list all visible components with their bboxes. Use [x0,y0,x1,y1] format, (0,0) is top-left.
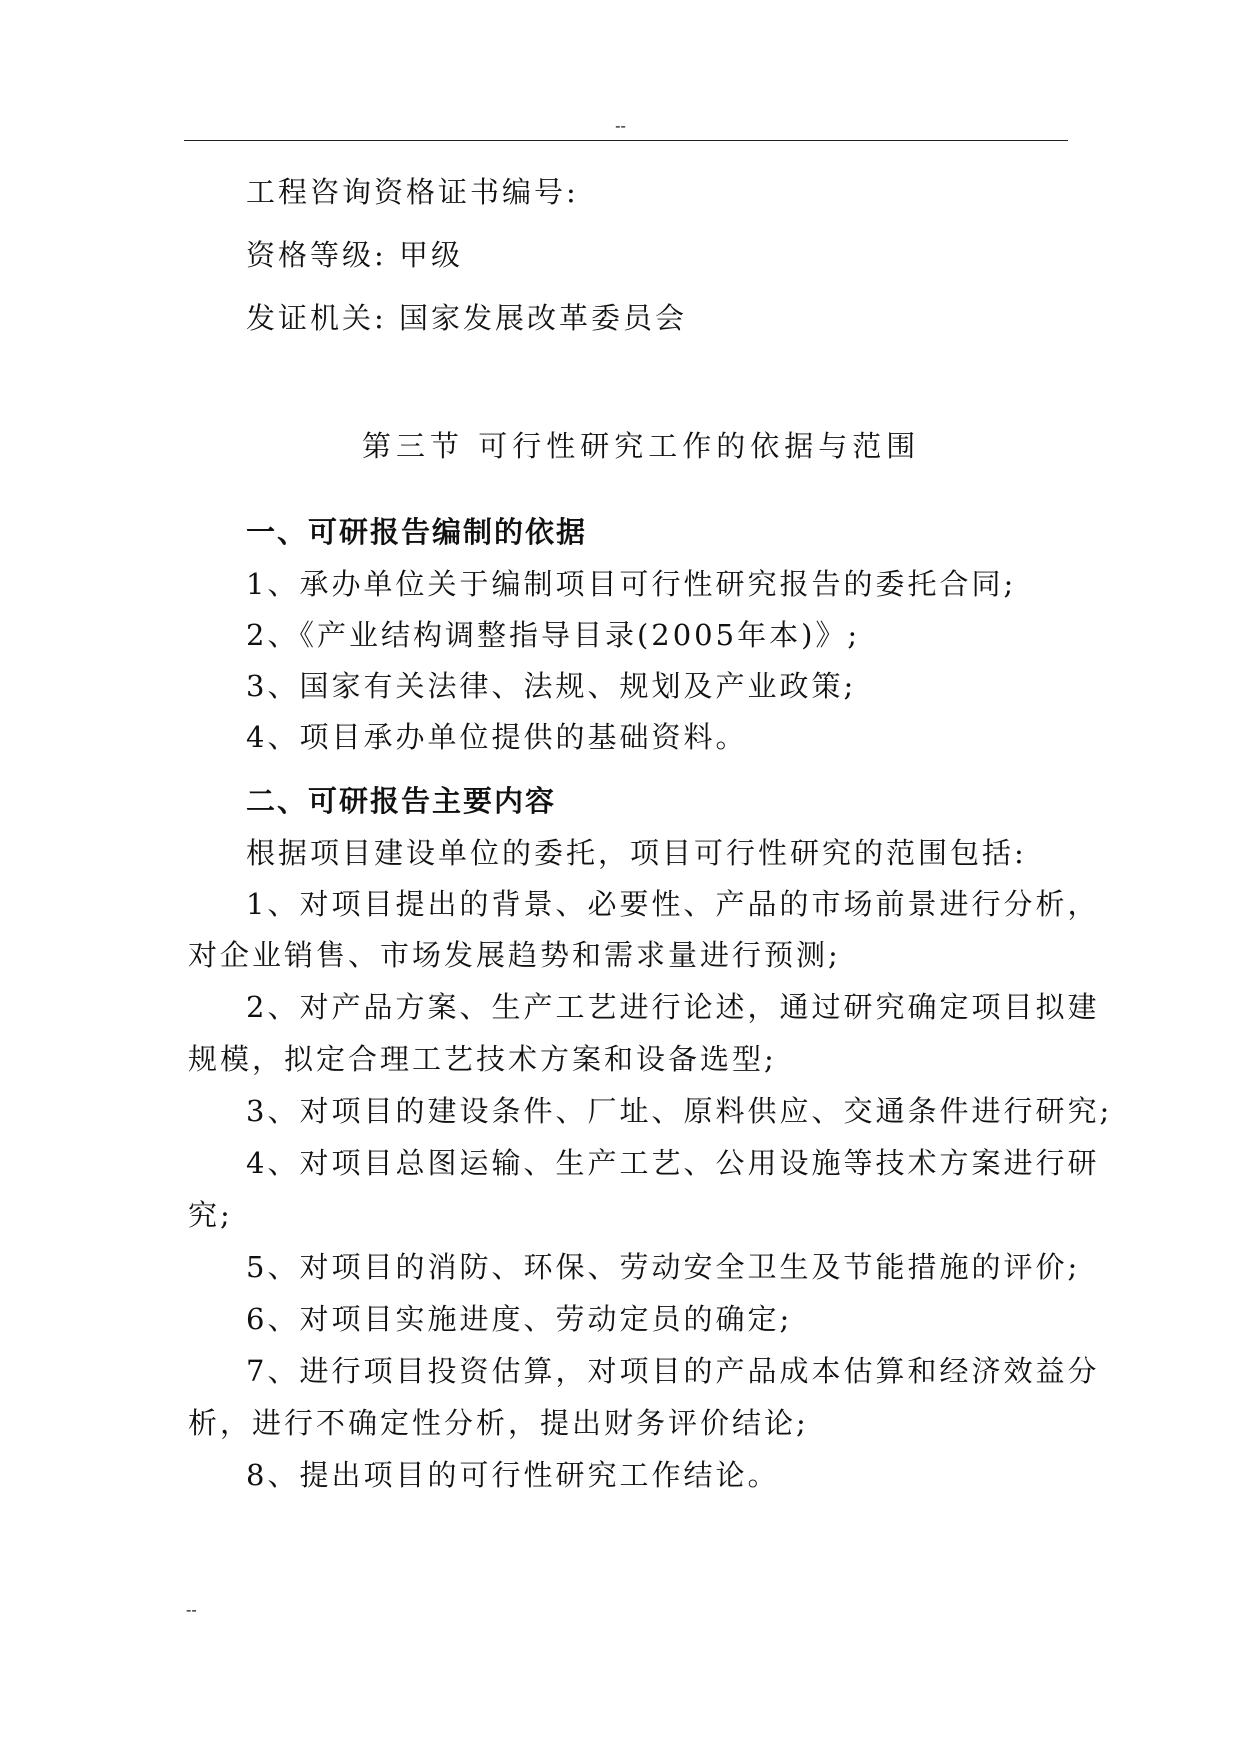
content-line: 6、对项目实施进度、劳动定员的确定; [246,1302,793,1336]
issuing-authority: 发证机关: 国家发展改革委员会 [246,301,687,335]
basis-heading: 一、可研报告编制的依据 [246,515,588,549]
content-intro: 根据项目建设单位的委托，项目可行性研究的范围包括: [246,836,1027,870]
content-line: 究; [188,1198,233,1232]
basis-item: 2、《产业结构调整指导目录(2005年本)》; [246,618,861,652]
qualification-grade: 资格等级: 甲级 [246,238,463,272]
content-line: 7、进行项目投资估算，对项目的产品成本估算和经济效益分 [246,1354,1100,1388]
basis-item: 4、项目承办单位提供的基础资料。 [246,720,748,754]
content-line: 规模，拟定合理工艺技术方案和设备选型; [188,1042,777,1076]
section-title: 第三节 可行性研究工作的依据与范围 [362,429,921,463]
content-line: 3、对项目的建设条件、厂址、原料供应、交通条件进行研究; [246,1094,1113,1128]
basis-item: 3、国家有关法律、法规、规划及产业政策; [246,669,857,703]
content-line: 4、对项目总图运输、生产工艺、公用设施等技术方案进行研 [246,1146,1100,1180]
cert-number-label: 工程咨询资格证书编号: [246,175,579,209]
content-line: 2、对产品方案、生产工艺进行论述，通过研究确定项目拟建 [246,990,1100,1024]
content-line: 对企业销售、市场发展趋势和需求量进行预测; [188,938,841,972]
content-line: 8、提出项目的可行性研究工作结论。 [246,1458,780,1492]
header-rule [184,140,1068,141]
content-line: 5、对项目的消防、环保、劳动安全卫生及节能措施的评价; [246,1250,1081,1284]
content-line: 析，进行不确定性分析，提出财务评价结论; [188,1406,809,1440]
content-line: 1、对项目提出的背景、必要性、产品的市场前景进行分析， [246,887,1100,921]
page-header-mark: -- [615,116,626,135]
content-heading: 二、可研报告主要内容 [246,784,557,818]
basis-item: 1、承办单位关于编制项目可行性研究报告的委托合同; [246,567,1017,601]
page-footer-mark: -- [186,1600,197,1619]
